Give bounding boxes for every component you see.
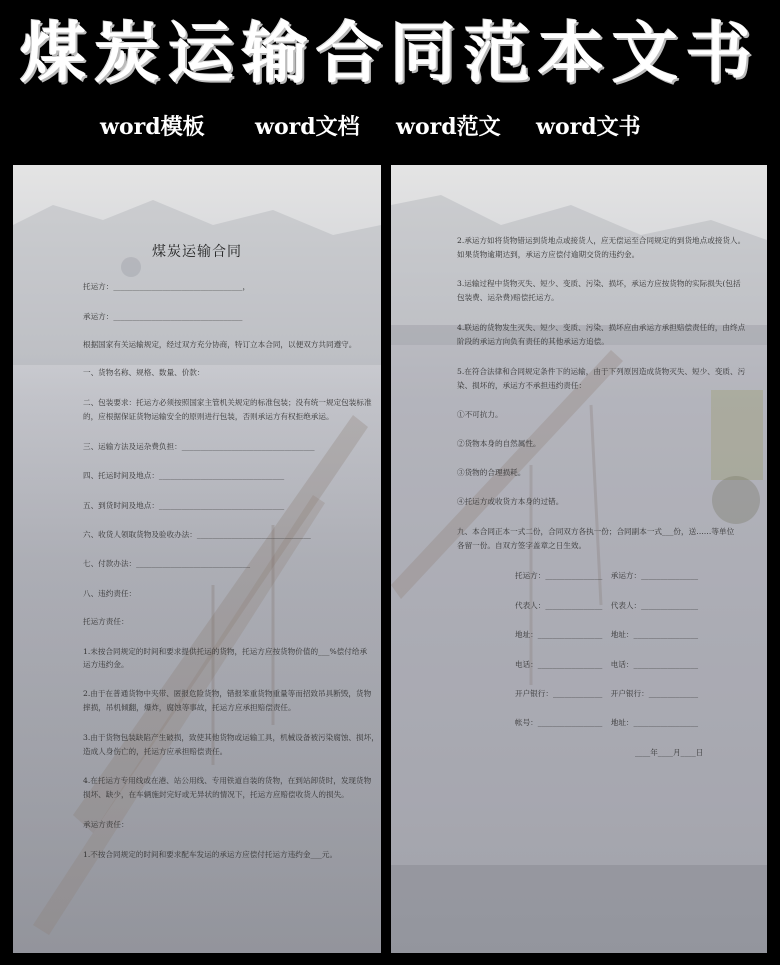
clause-7: 七、付款办法：______________________________ [83, 559, 251, 568]
tag-word-template: word模板 [100, 114, 205, 140]
signature-row-representative [515, 600, 698, 611]
contract-page-left [13, 165, 381, 953]
tag-word-document: word文档 [255, 114, 360, 140]
shipper-liability-3b: 造成人身伤亡的，托运方应承担赔偿责任。 [83, 747, 228, 756]
carrier-liability-5b: 染、损坏的，承运方不承担违约责任： [457, 381, 587, 390]
clause-3: 三、运输方法及运杂费负担：___________________________________ [83, 442, 315, 451]
shipper-phone: 电话：_________________ [515, 660, 603, 669]
banner-tags [0, 112, 780, 146]
signature-row-bank [515, 688, 698, 699]
shipper-liability-4a: 4.在托运方专用线或在港、站公用线、专用铁道自装的货物，在到站卸货时，发现货物 [83, 776, 372, 785]
shipper-account: 帐号：_________________ [515, 718, 603, 727]
shipper-signature: 托运方：_______________ [515, 571, 603, 580]
clause-8: 八、违约责任： [83, 589, 137, 598]
preamble: 根据国家有关运输规定，经过双方充分协商，特订立本合同，以便双方共同遵守。 [83, 340, 357, 349]
left-page-text [13, 165, 381, 953]
carrier-liability-2b: 如果货物逾期达到，承运方应偿付逾期交货的违约金。 [457, 250, 640, 259]
shipper-liability-1b: 运方违约金。 [83, 660, 129, 669]
shipper-liability-1a: 1.未按合同规定的时间和要求提供托运的货物，托运方应按货物价值的___%偿付给承 [83, 647, 368, 656]
clause-4: 四、托运时间及地点：_________________________________ [83, 471, 285, 480]
clause-5: 五、到货时间及地点：_________________________________ [83, 501, 285, 510]
shipper-line: 托运方：__________________________________， [83, 282, 251, 291]
document-title: 煤炭运输合同 [152, 244, 242, 260]
tag-word-paper: word文书 [536, 114, 641, 140]
exemption-3: ③货物的合理损耗。 [457, 468, 526, 477]
clause-9-line-1: 九、本合同正本一式二份，合同双方各执一份；合同副本一式___份，送……等单位 [457, 527, 735, 536]
clause-1: 一、货物名称、规格、数量、价款： [83, 368, 205, 377]
carrier-signature: 承运方：_______________ [610, 571, 699, 580]
shipper-liability-3a: 3.由于货物包装缺陷产生破损，致使其他货物或运输工具，机械设备被污染腐蚀、损坏， [83, 733, 379, 742]
clause-2-line-1: 二、包装要求：托运方必须按照国家主管机关规定的标准包装；没有统一规定包装标准 [83, 398, 372, 407]
carrier-bank: 开户银行：_____________ [610, 689, 699, 698]
clause-2-line-2: 的，应根据保证货物运输安全的原则进行包装，否则承运方有权拒绝承运。 [83, 412, 334, 421]
carrier-liability-1: 1.不按合同规定的时间和要求配车发运的承运方应偿付托运方违约金___元。 [83, 850, 338, 859]
exemption-1: ①不可抗力。 [457, 410, 503, 419]
shipper-liability-2a: 2.由于在普通货物中夹带、匿报危险货物，错报笨重货物重量等而招致吊具断毁，货物 [83, 689, 372, 698]
carrier-line: 承运方：__________________________________ [83, 312, 243, 321]
signature-row-account [515, 717, 698, 728]
contract-page-right [391, 165, 767, 953]
signature-row-address [515, 629, 698, 640]
signature-row-phone [515, 659, 698, 670]
carrier-liability-4b: 阶段的承运方向负有责任的其他承运方追偿。 [457, 337, 609, 346]
clause-9-line-2: 各留一份。自双方签字盖章之日生效。 [457, 541, 587, 550]
exemption-4: ④托运方或收货方本身的过错。 [457, 497, 564, 506]
carrier-liability-3b: 包装费、运杂费)赔偿托运方。 [457, 293, 559, 302]
shipper-representative: 代表人：_______________ [515, 601, 603, 610]
banner-title: 煤炭运输合同范本文书 [20, 15, 760, 92]
shipper-bank: 开户银行：_____________ [515, 689, 603, 698]
header-banner [0, 0, 780, 160]
tag-word-sample: word范文 [396, 114, 501, 140]
carrier-representative: 代表人：_______________ [610, 601, 699, 610]
shipper-liability-2b: 摔损，吊机倾翻，爆炸，腐蚀等事故，托运方应承担赔偿责任。 [83, 703, 296, 712]
shipper-address: 地址：_________________ [515, 630, 603, 639]
signature-row-party [515, 570, 698, 581]
signing-date: ____年____月____日 [635, 748, 704, 757]
clause-6: 六、收货人领取货物及验收办法：______________________________ [83, 530, 311, 539]
carrier-liability-3a: 3.运输过程中货物灭失、短少、变质、污染、损坏，承运方应按货物的实际损失(包括 [457, 279, 741, 288]
right-page-text [391, 165, 767, 953]
carrier-address: 地址：_________________ [610, 630, 699, 639]
carrier-phone: 电话：_________________ [610, 660, 699, 669]
shipper-liability-4b: 损坏、缺少，在车辆施封完好或无异状的情况下，托运方应赔偿收货人的损失。 [83, 790, 349, 799]
exemption-2: ②货物本身的自然属性。 [457, 439, 541, 448]
carrier-liability-2a: 2.承运方如将货物错运到货地点或接货人，应无偿运至合同规定的到货地点或接货人。 [457, 236, 746, 245]
carrier-liability-4a: 4.联运的货物发生灭失、短少、变质、污染、损坏应由承运方承担赔偿责任的，由终点 [457, 323, 746, 332]
carrier-liability-5a: 5.在符合法律和合同规定条件下的运输，由于下列原因造成货物灭失、短少、变质、污 [457, 367, 746, 376]
carrier-account-address: 地址：_________________ [610, 718, 699, 727]
shipper-liability-heading: 托运方责任： [83, 617, 129, 626]
carrier-liability-heading: 承运方责任： [83, 820, 129, 829]
